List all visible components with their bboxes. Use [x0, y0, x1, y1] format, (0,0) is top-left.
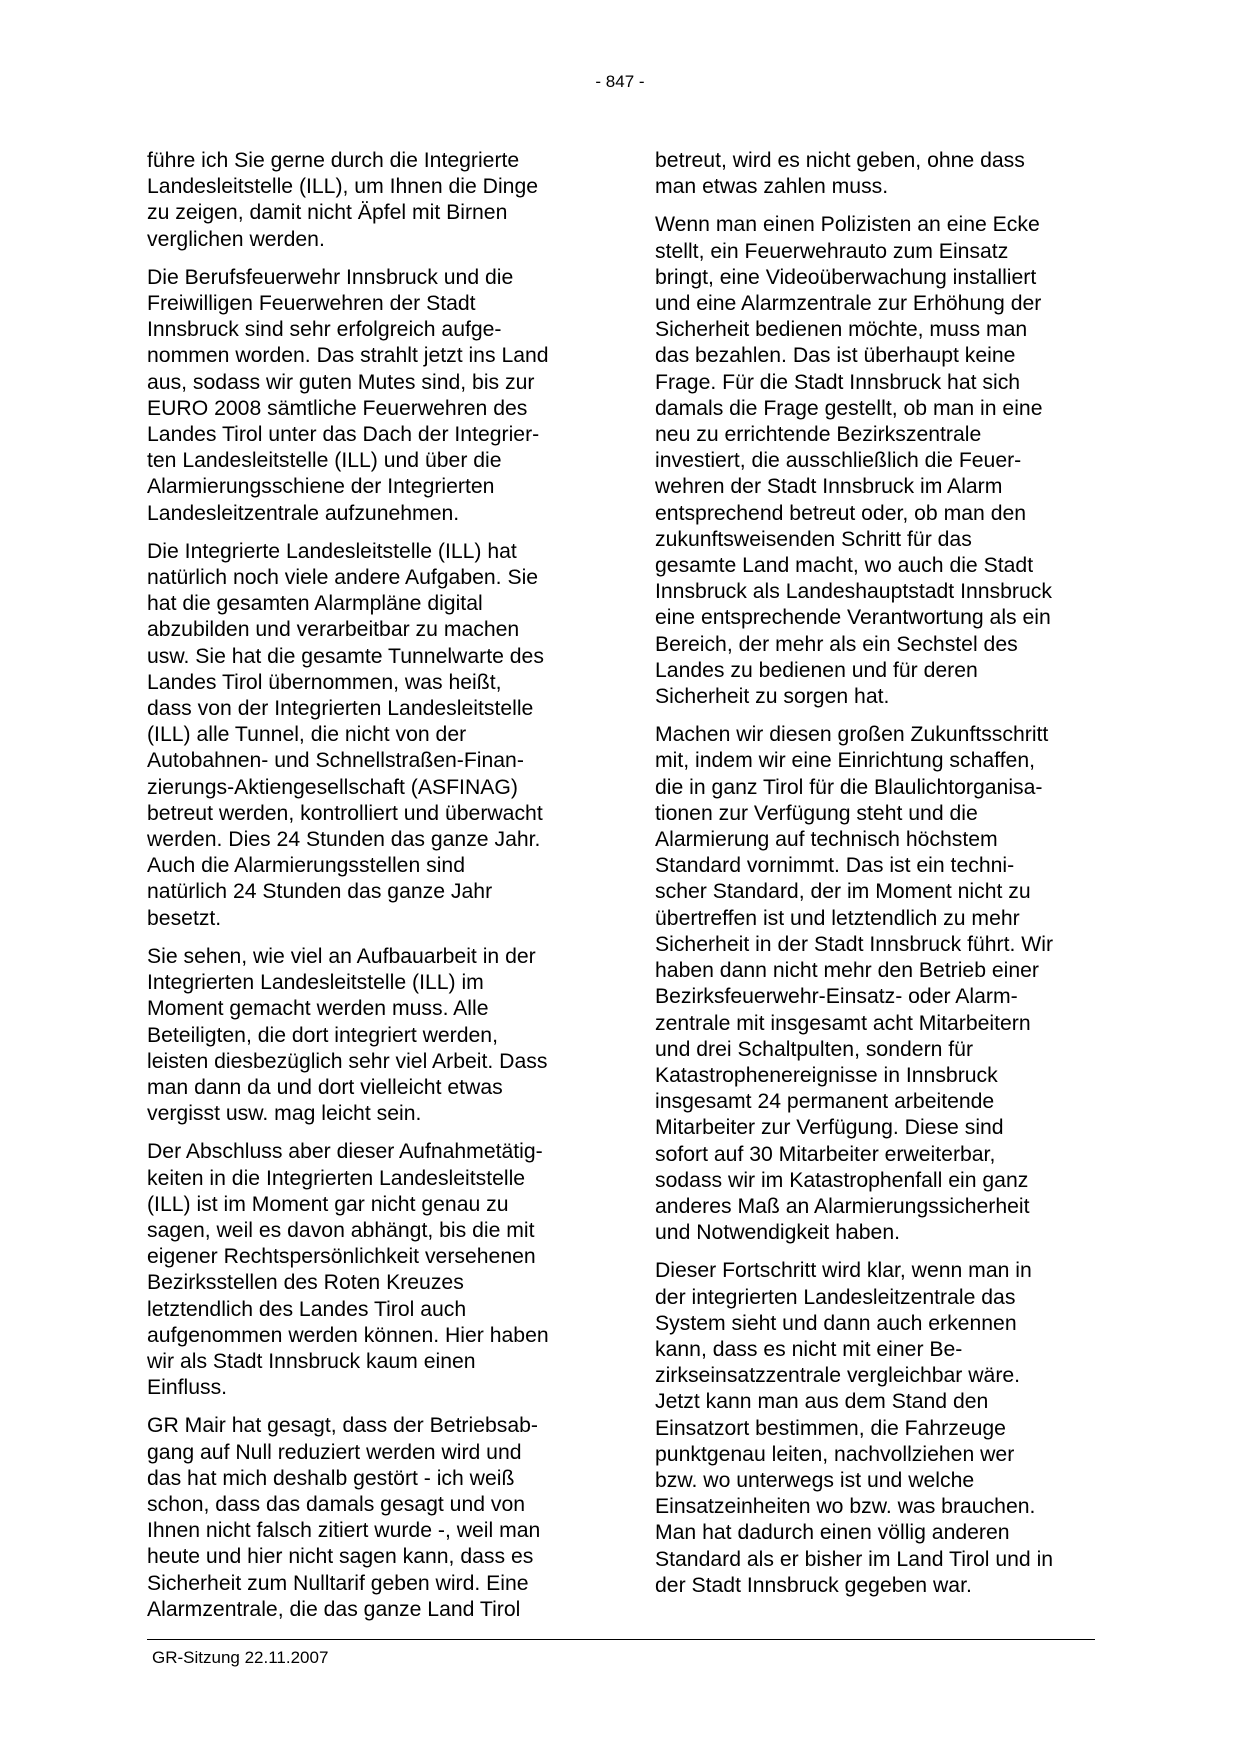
text-line: Alarmierung auf technisch höchstem — [655, 828, 998, 852]
text-line: Frage. Für die Stadt Innsbruck hat sich — [655, 370, 1021, 394]
text-line: übertreffen ist und letztendlich zu mehr — [655, 906, 1020, 930]
text-line: Einsatzeinheiten wo bzw. was brauchen. — [655, 1495, 1036, 1519]
text-line: der Stadt Innsbruck gegeben war. — [655, 1573, 972, 1597]
text-line: zu zeigen, damit nicht Äpfel mit Birnen — [147, 201, 508, 225]
text-line: verglichen werden. — [147, 227, 325, 251]
text-line: eine entsprechende Verantwortung als ein — [655, 606, 1051, 630]
text-line: zentrale mit insgesamt acht Mitarbeitern — [655, 1011, 1031, 1035]
text-line: zukunftsweisenden Schritt für das — [655, 527, 972, 551]
paragraph — [147, 539, 597, 932]
paragraph — [147, 1413, 597, 1623]
text-line: Standard vornimmt. Das ist ein techni- — [655, 854, 1015, 878]
text-line: leisten diesbezüglich sehr viel Arbeit. Dass — [147, 1049, 548, 1073]
paragraph — [147, 148, 597, 253]
text-line: Mitarbeiter zur Verfügung. Diese sind — [655, 1116, 1004, 1140]
text-line: Landes Tirol übernommen, was heißt, — [147, 670, 502, 694]
text-line: damals die Frage gestellt, ob man in eine — [655, 396, 1043, 420]
text-line: scher Standard, der im Moment nicht zu — [655, 880, 1031, 904]
text-line: Jetzt kann man aus dem Stand den — [655, 1390, 989, 1414]
text-line: natürlich noch viele andere Aufgaben. Sie — [147, 566, 539, 590]
text-line: führe ich Sie gerne durch die Integrierte — [147, 149, 520, 172]
text-line: Alarmierungsschiene der Integrierten — [147, 475, 495, 499]
text-line: Sicherheit zum Nulltarif geben wird. Eine — [147, 1571, 529, 1595]
text-line: und eine Alarmzentrale zur Erhöhung der — [655, 292, 1042, 316]
text-line: heute und hier nicht sagen kann, dass es — [147, 1545, 534, 1569]
text-line: betreut, wird es nicht geben, ohne dass — [655, 149, 1025, 172]
text-line: dass von der Integrierten Landesleitstelle — [147, 697, 534, 721]
text-line: Bezirksstellen des Roten Kreuzes — [147, 1271, 464, 1295]
text-line: Moment gemacht werden muss. Alle — [147, 997, 489, 1021]
right-column — [655, 148, 1105, 1611]
text-line: besetzt. — [147, 906, 222, 930]
text-line: anderes Maß an Alarmierungssicherheit — [655, 1194, 1030, 1218]
text-line: Ihnen nicht falsch zitiert wurde -, weil man — [147, 1519, 541, 1543]
text-line: aufgenommen werden können. Hier haben — [147, 1323, 549, 1347]
text-line: neu zu errichtende Bezirkszentrale — [655, 423, 982, 447]
text-line: Innsbruck als Landeshauptstadt Innsbruck — [655, 580, 1052, 604]
text-line: investiert, die ausschließlich die Feuer- — [655, 449, 1022, 473]
text-line: Landes zu bedienen und für deren — [655, 658, 978, 682]
paragraph — [147, 265, 597, 527]
text-line: Sicherheit bedienen möchte, muss man — [655, 318, 1028, 342]
text-line: hat die gesamten Alarmpläne digital — [147, 592, 483, 616]
text-line: usw. Sie hat die gesamte Tunnelwarte des — [147, 644, 544, 668]
text-line: sodass wir im Katastrophenfall ein ganz — [655, 1168, 1029, 1192]
left-column — [147, 148, 597, 1635]
paragraph — [655, 1258, 1105, 1599]
text-line: stellt, ein Feuerwehrauto zum Einsatz — [655, 239, 1009, 263]
paragraph — [655, 148, 1105, 200]
text-line: Bezirksfeuerwehr-Einsatz- oder Alarm- — [655, 985, 1018, 1009]
text-line: betreut werden, kontrolliert und überwacht — [147, 801, 543, 825]
text-line: man etwas zahlen muss. — [655, 175, 889, 199]
text-line: und drei Schaltpulten, sondern für — [655, 1037, 974, 1061]
text-line: sofort auf 30 Mitarbeiter erweiterbar, — [655, 1142, 996, 1166]
paragraph — [147, 944, 597, 1127]
text-line: GR Mair hat gesagt, dass der Betriebsab- — [147, 1414, 538, 1438]
text-line: Alarmzentrale, die das ganze Land Tirol — [147, 1597, 521, 1621]
text-line: das hat mich deshalb gestört - ich weiß — [147, 1466, 515, 1490]
text-line: Katastrophenereignisse in Innsbruck — [655, 1063, 998, 1087]
text-line: natürlich 24 Stunden das ganze Jahr — [147, 880, 493, 904]
text-line: entsprechend betreut oder, ob man den — [655, 501, 1027, 525]
text-line: der integrierten Landesleitzentrale das — [655, 1285, 1016, 1309]
text-line: gang auf Null reduziert werden wird und — [147, 1440, 522, 1464]
text-line: Landesleitzentrale aufzunehmen. — [147, 501, 460, 525]
text-line: sagen, weil es davon abhängt, bis die mit — [147, 1218, 535, 1242]
text-line: Man hat dadurch einen völlig anderen — [655, 1521, 1010, 1545]
text-line: Bereich, der mehr als ein Sechstel des — [655, 632, 1018, 656]
text-line: Einsatzort bestimmen, die Fahrzeuge — [655, 1416, 1006, 1440]
footer-divider — [147, 1639, 1095, 1640]
text-line: Machen wir diesen großen Zukunftsschritt — [655, 723, 1049, 747]
text-line: tionen zur Verfügung steht und die — [655, 801, 978, 825]
text-line: Sicherheit zu sorgen hat. — [655, 685, 890, 709]
text-line: insgesamt 24 permanent arbeitende — [655, 1090, 995, 1114]
text-line: EURO 2008 sämtliche Feuerwehren des — [147, 396, 528, 420]
paragraph — [147, 1139, 597, 1401]
text-line: (ILL) alle Tunnel, die nicht von der — [147, 723, 467, 747]
text-line: gesamte Land macht, wo auch die Stadt — [655, 554, 1034, 578]
text-line: keiten in die Integrierten Landesleitstelle — [147, 1166, 526, 1190]
text-line: letztendlich des Landes Tirol auch — [147, 1297, 467, 1321]
text-line: Sie sehen, wie viel an Aufbauarbeit in der — [147, 944, 536, 968]
text-line: Wenn man einen Polizisten an eine Ecke — [655, 213, 1040, 237]
text-line: wir als Stadt Innsbruck kaum einen — [147, 1349, 476, 1373]
paragraph — [655, 212, 1105, 710]
text-line: haben dann nicht mehr den Betrieb einer — [655, 959, 1039, 983]
text-line: Die Integrierte Landesleitstelle (ILL) hat — [147, 539, 517, 563]
text-line: kann, dass es nicht mit einer Be- — [655, 1337, 963, 1361]
text-line: Sicherheit in der Stadt Innsbruck führt. Wir — [655, 932, 1054, 956]
text-line: schon, dass das damals gesagt und von — [147, 1492, 526, 1516]
text-line: abzubilden und verarbeitbar zu machen — [147, 618, 520, 642]
text-line: werden. Dies 24 Stunden das ganze Jahr. — [147, 828, 541, 852]
text-line: Standard als er bisher im Land Tirol und in — [655, 1547, 1054, 1571]
text-line: vergisst usw. mag leicht sein. — [147, 1102, 422, 1126]
text-line: Integrierten Landesleitstelle (ILL) im — [147, 971, 484, 995]
text-line: wehren der Stadt Innsbruck im Alarm — [655, 475, 1003, 499]
text-line: zierungs-Aktiengesellschaft (ASFINAG) — [147, 775, 518, 799]
text-line: Landes Tirol unter das Dach der Integrier- — [147, 423, 540, 447]
text-line: Autobahnen- und Schnellstraßen-Finan- — [147, 749, 524, 773]
text-line: bzw. wo unterwegs ist und welche — [655, 1468, 975, 1492]
footer-session-date: GR-Sitzung 22.11.2007 — [152, 1648, 329, 1667]
page-number: - 847 - — [595, 72, 645, 91]
text-line: Dieser Fortschritt wird klar, wenn man in — [655, 1259, 1032, 1283]
text-line: bringt, eine Videoüberwachung installiert — [655, 265, 1037, 289]
text-line: punktgenau leiten, nachvollziehen wer — [655, 1442, 1015, 1466]
text-line: Der Abschluss aber dieser Aufnahmetätig- — [147, 1140, 543, 1164]
text-line: Einfluss. — [147, 1376, 228, 1400]
text-line: aus, sodass wir guten Mutes sind, bis zur — [147, 370, 535, 394]
text-line: Auch die Alarmierungsstellen sind — [147, 854, 465, 878]
text-line: Landesleitstelle (ILL), um Ihnen die Dinge — [147, 175, 539, 199]
text-line: Innsbruck sind sehr erfolgreich aufge- — [147, 318, 502, 342]
text-line: mit, indem wir eine Einrichtung schaffen, — [655, 749, 1035, 773]
text-line: das bezahlen. Das ist überhaupt keine — [655, 344, 1016, 368]
text-line: System sieht und dann auch erkennen — [655, 1311, 1017, 1335]
text-line: nommen worden. Das strahlt jetzt ins Land — [147, 344, 549, 368]
text-line: und Notwendigkeit haben. — [655, 1221, 901, 1245]
text-line: zirkseinsatzzentrale vergleichbar wäre. — [655, 1364, 1021, 1388]
text-line: man dann da und dort vielleicht etwas — [147, 1075, 503, 1099]
text-line: Die Berufsfeuerwehr Innsbruck und die — [147, 265, 514, 289]
text-line: eigener Rechtspersönlichkeit versehenen — [147, 1245, 536, 1269]
text-line: Freiwilligen Feuerwehren der Stadt — [147, 292, 476, 316]
text-line: die in ganz Tirol für die Blaulichtorganisa- — [655, 775, 1043, 799]
text-line: Beteiligten, die dort integriert werden, — [147, 1023, 498, 1047]
text-line: (ILL) ist im Moment gar nicht genau zu — [147, 1192, 509, 1216]
paragraph — [655, 722, 1105, 1246]
text-line: ten Landesleitstelle (ILL) und über die — [147, 449, 502, 473]
